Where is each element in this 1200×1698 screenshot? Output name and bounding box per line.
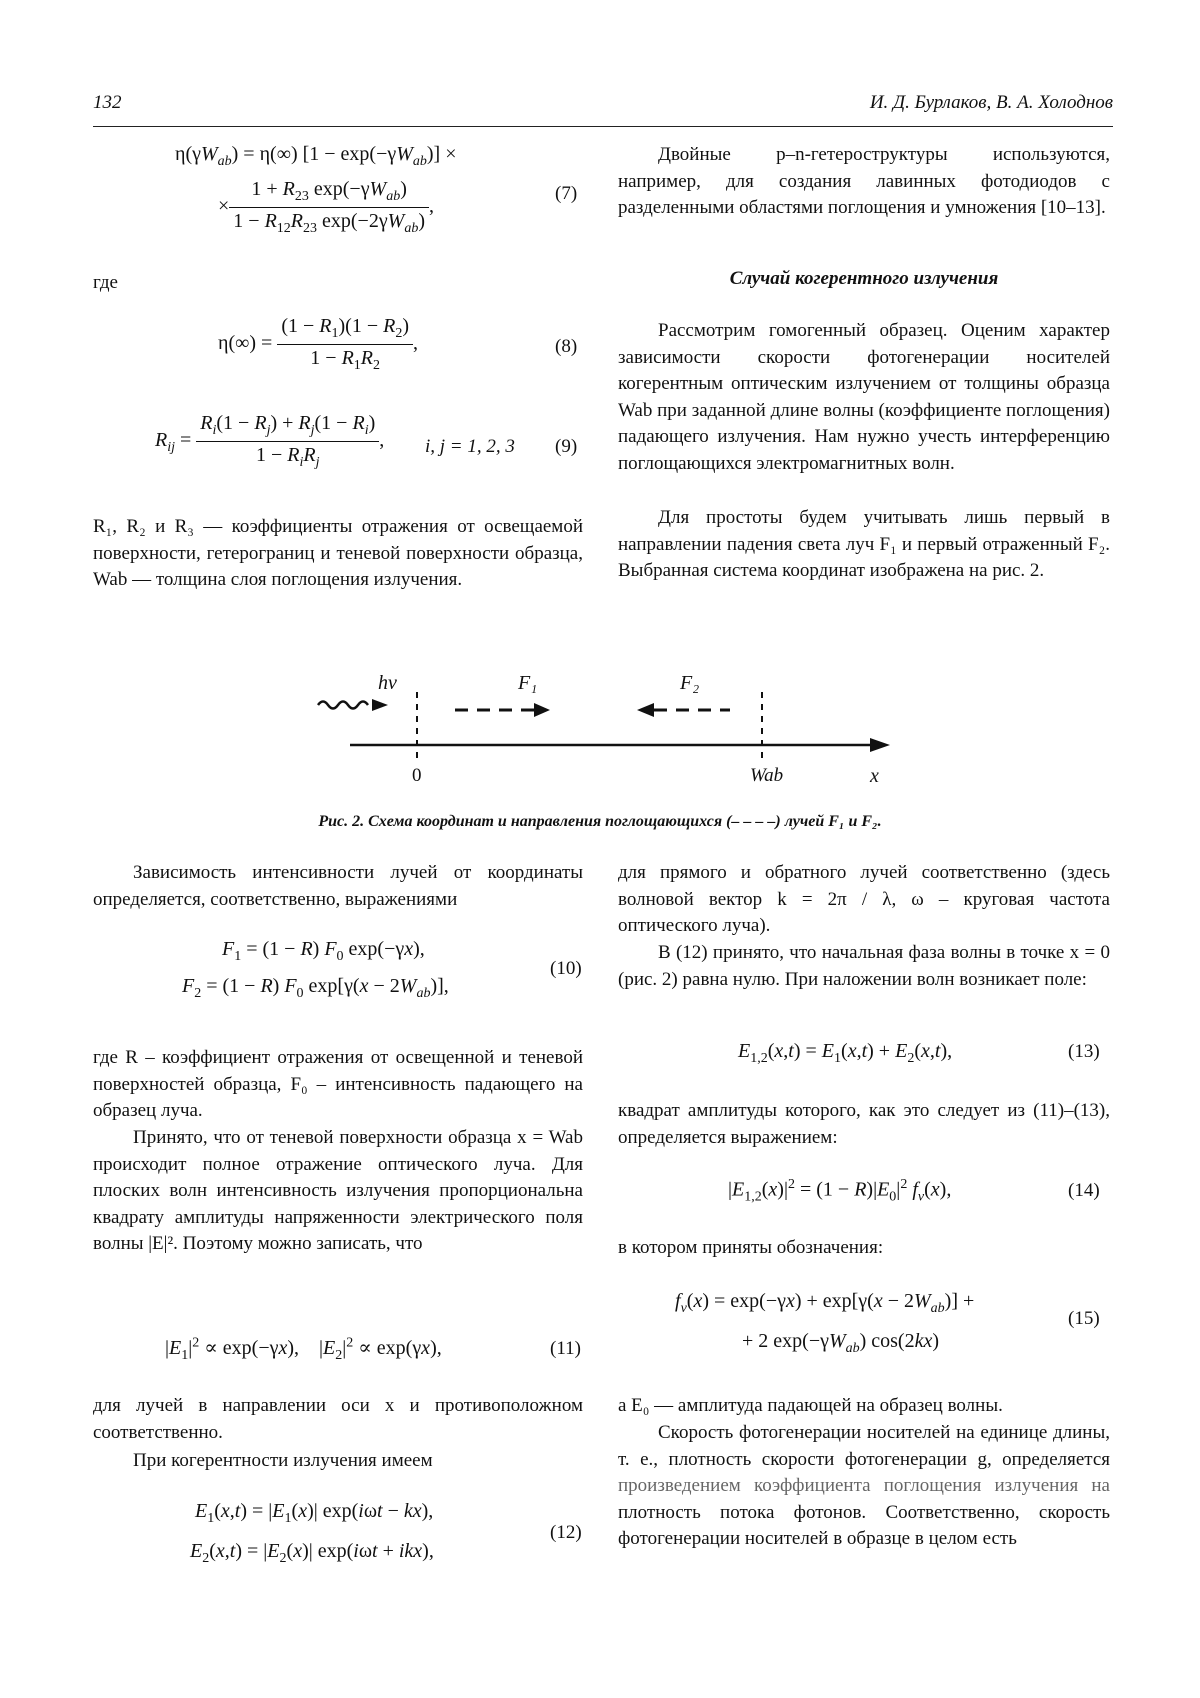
equation-7-line-1: $\eta(\gamma W_{ab}) = \eta(\infty) [1 - \exp(-\gamma W_{ab})]$ × bbox=[175, 143, 457, 169]
paragraph-double-text: Двойные p–n-гетероструктуры используются, например, для создания лавинных фотодиодов с разделенными областями поглощения и умножения [10–13]. bbox=[618, 144, 1110, 218]
paragraph-rate-text bbox=[618, 1420, 1110, 1553]
equation-15-line-2: + 2 $\exp(-\gamma W_{ab})$ cos(2kx) bbox=[742, 1330, 940, 1356]
equation-12-line-1: $E_1(x,t) = |E_1(x)|$ exp(iωt − kx), bbox=[195, 1500, 434, 1526]
paragraph-direct-reverse: для прямого и обратного лучей соответственно (здесь волновой вектор k = 2π / λ, ω – круговая частота оптического луча). bbox=[618, 862, 1110, 936]
paragraph-accepted-text: Принято, что от теневой поверхности образца x = Wab происходит полное отражение оптического луча. Для плоских волн интенсивность излучения пропорциональна квадрату амплитуды напряженности электрического поля волны |E|². Поэтому можно записать, что bbox=[93, 1127, 583, 1254]
paragraph-square-amplitude: квадрат амплитуды которого, как это следует из (11)–(13), определяется выражением: bbox=[618, 1100, 1110, 1148]
equation-15-number: (15) bbox=[1068, 1308, 1100, 1329]
equation-15-line-1: $f_v(x) = \exp(-\gamma x) + \exp[\gamma(x - 2W_{ab})]$ + bbox=[675, 1290, 975, 1316]
section-heading: Случай когерентного излучения bbox=[729, 268, 999, 289]
ray-f2-head bbox=[637, 703, 654, 717]
rate-text-highlight: произведением коэффициента поглощения излучения на bbox=[618, 1475, 1110, 1496]
equation-12-line-2: $E_2(x,t) = |E_2(x)|$ exp(iωt + ikx), bbox=[190, 1540, 434, 1566]
equation-14-number: (14) bbox=[1068, 1180, 1100, 1201]
paragraph-dependence bbox=[93, 860, 583, 913]
paragraph-consider bbox=[618, 318, 1110, 477]
header-rule bbox=[93, 126, 1113, 127]
page-number: 132 bbox=[93, 92, 122, 113]
equation-14: $|E_{1,2}(x)|^2 = (1 - R)|E_0|^2$ $f_v(x)$, bbox=[728, 1177, 952, 1205]
equation-10-line-1: $F_1 = (1 - R)$ $F_0$ exp(−γx), bbox=[222, 938, 425, 964]
rate-text-a: Скорость фотогенерации носителей на единице длины, т. е., плотность скорости фотогенерации g, определяется bbox=[618, 1422, 1110, 1470]
paragraph-accepted bbox=[93, 1125, 583, 1258]
paragraph-dependence-text: Зависимость интенсивности лучей от координаты определяется, соответственно, выражениями bbox=[93, 862, 583, 910]
equation-9-indices: i, j = 1, 2, 3 bbox=[425, 436, 515, 457]
equation-13-number: (13) bbox=[1068, 1041, 1100, 1062]
photon-arrow-head bbox=[372, 699, 388, 711]
equation-13: $E_{1,2}(x,t) = E_1(x,t) + E_2(x,t)$, bbox=[738, 1040, 953, 1066]
equation-9-number: (9) bbox=[555, 436, 578, 457]
equation-11: $|E_1|^2 \propto \exp(-\gamma x)$, $|E_2|^2 \propto \exp(\gamma x)$, bbox=[165, 1335, 442, 1363]
paragraph-reflection-coefficients: R₁, R₂ и R₃ — коэффициенты отражения от освещаемой поверхности, гетерограниц и теневой поверхности образца, Wab — толщина слоя поглощения излучения. bbox=[93, 516, 583, 590]
paragraph-consider-text: Рассмотрим гомогенный образец. Оценим характер зависимости скорости фотогенерации носителей когерентным оптическим излучением от толщины образца Wab при заданной длине волны (коэффициенте поглощения) падающего излучения. Нам нужно учесть интерференцию поглощающихся электромагнитных волн. bbox=[618, 320, 1110, 474]
label-hv: hv bbox=[378, 672, 397, 694]
paragraph-simplicity-text: Для простоты будем учитывать лишь первый в направлении падения света луч F₁ и первый отраженный F₂. Выбранная система координат изображена на рис. 2. bbox=[618, 507, 1110, 581]
paragraph-notation: в котором приняты обозначения: bbox=[618, 1237, 884, 1258]
paragraph-double-heterostructures bbox=[618, 142, 1110, 222]
paragraph-simplicity bbox=[618, 505, 1110, 585]
photon-wave bbox=[318, 702, 368, 709]
figure-2-caption: Рис. 2. Схема координат и направления поглощающихся (– – – –) лучей F₁ и F₂. bbox=[318, 813, 882, 830]
paragraph-coherence bbox=[93, 1448, 583, 1475]
ray-f1-head bbox=[534, 703, 550, 717]
figure-2-diagram bbox=[0, 660, 1200, 800]
paragraph-for-rays: для лучей в направлении оси x и противоположном соответственно. bbox=[93, 1395, 583, 1443]
label-x: x bbox=[870, 765, 879, 787]
running-header-authors: И. Д. Бурлаков, В. А. Холоднов bbox=[869, 92, 1113, 113]
equation-11-number: (11) bbox=[550, 1338, 581, 1359]
equation-10-line-2: $F_2 = (1 - R)$ $F_0$ $\exp[\gamma(x - 2W_{ab})]$, bbox=[182, 975, 449, 1001]
paragraph-in-12-text: В (12) принято, что начальная фаза волны в точке x = 0 (рис. 2) равна нулю. При наложении волн возникает поле: bbox=[618, 942, 1110, 990]
paragraph-in-12 bbox=[618, 940, 1110, 993]
paragraph-photogeneration-rate bbox=[618, 1420, 1110, 1553]
label-f2: F₂ bbox=[680, 672, 700, 694]
paragraph-e0: а E₀ — амплитуда падающей на образец волны. bbox=[618, 1395, 1003, 1416]
equation-12-number: (12) bbox=[550, 1522, 582, 1543]
equation-7-number: (7) bbox=[555, 183, 578, 204]
label-wab: Wab bbox=[750, 765, 784, 786]
x-axis-head bbox=[870, 738, 890, 752]
equation-7-line-2: × $\frac{1 + R_{23} \exp(-\gamma W_{ab})}{1 - R_{12}R_{23} \exp(-2\gamma W_{ab})}$ , bbox=[218, 178, 434, 236]
label-f1: F₁ bbox=[518, 672, 538, 694]
label-zero: 0 bbox=[412, 765, 422, 786]
paragraph-coherence-text: При когерентности излучения имеем bbox=[133, 1450, 433, 1471]
equation-8: η(∞) = $\frac{(1 - R_1)(1 - R_2)}{1 - R_1R_2}$ , bbox=[218, 315, 418, 373]
where-label: где bbox=[93, 272, 118, 293]
equation-8-number: (8) bbox=[555, 336, 578, 357]
rate-text-b: плотность потока фотонов. Соответственно, скорость фотогенерации носителей в образце в целом есть bbox=[618, 1501, 1110, 1549]
equation-10-number: (10) bbox=[550, 958, 582, 979]
equation-9: $R_{ij}$ = $\frac{R_i(1 - R_j) + R_j(1 - R_i)}{1 - R_iR_j}$ , bbox=[155, 412, 385, 470]
paragraph-where-r: где R – коэффициент отражения от освещенной и теневой поверхностей образца, F₀ – интенсивность падающего на образец луча. bbox=[93, 1047, 583, 1121]
